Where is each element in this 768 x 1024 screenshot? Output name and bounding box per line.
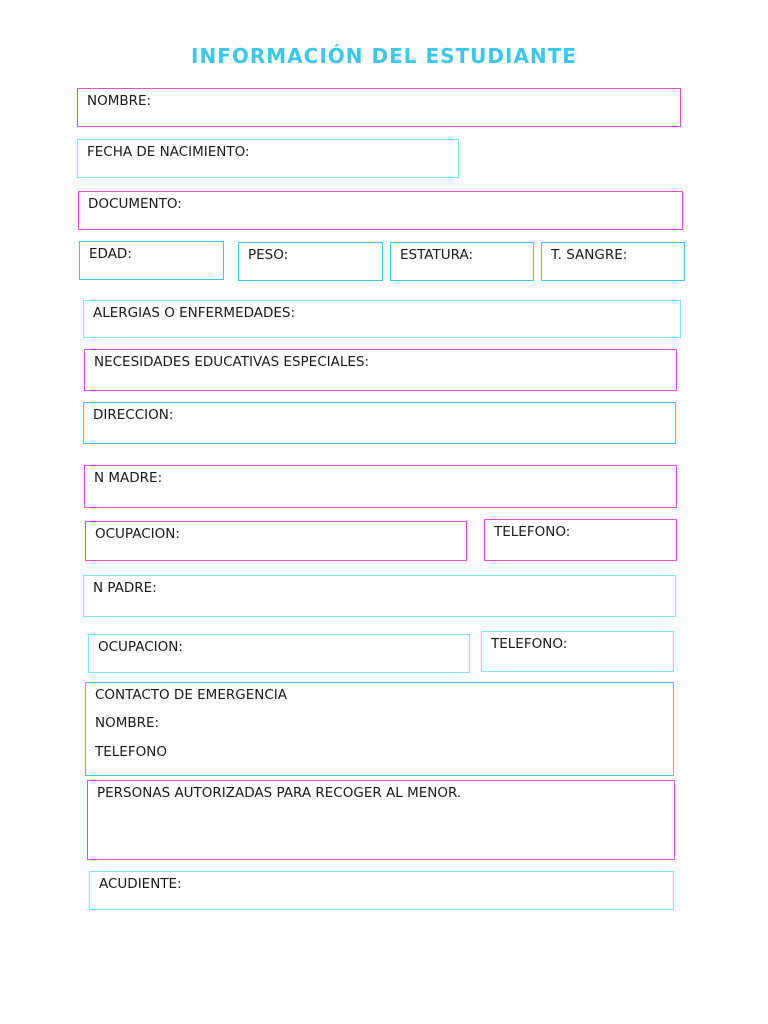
documento-field[interactable] xyxy=(78,191,683,230)
nombre-madre-field[interactable] xyxy=(84,465,677,508)
contacto-emergencia-field[interactable] xyxy=(85,682,674,776)
direccion-label: DIRECCION: xyxy=(93,407,174,423)
personas-autorizadas-label: PERSONAS AUTORIZADAS PARA RECOGER AL MENOR. xyxy=(97,785,462,801)
nombre-label: NOMBRE: xyxy=(87,93,152,109)
ocupacion-padre-field[interactable] xyxy=(88,634,470,673)
telefono-padre-label: TELEFONO: xyxy=(491,636,568,652)
telefono-padre-field[interactable] xyxy=(481,631,674,672)
necesidades-educativas-label: NECESIDADES EDUCATIVAS ESPECIALES: xyxy=(94,354,370,370)
fecha-nacimiento-label: FECHA DE NACIMIENTO: xyxy=(87,144,250,160)
nombre-madre-label: N MADRE: xyxy=(94,470,163,486)
tipo-sangre-field[interactable] xyxy=(541,242,685,281)
edad-label: EDAD: xyxy=(89,246,132,262)
acudiente-label: ACUDIENTE: xyxy=(99,876,182,892)
direccion-field[interactable] xyxy=(83,402,676,444)
fecha-nacimiento-field[interactable] xyxy=(77,139,459,178)
tipo-sangre-label: T. SANGRE: xyxy=(551,247,628,263)
estatura-field[interactable] xyxy=(390,242,534,281)
ocupacion-madre-field[interactable] xyxy=(85,521,467,561)
nombre-field[interactable] xyxy=(77,88,681,127)
alergias-label: ALERGIAS O ENFERMEDADES: xyxy=(93,305,296,321)
ocupacion-padre-label: OCUPACION: xyxy=(98,639,183,655)
alergias-field[interactable] xyxy=(83,300,681,338)
telefono-madre-label: TELEFONO: xyxy=(494,524,571,540)
estatura-label: ESTATURA: xyxy=(400,247,473,263)
personas-autorizadas-field[interactable] xyxy=(87,780,675,860)
telefono-madre-field[interactable] xyxy=(484,519,677,561)
contacto-emergencia-title: CONTACTO DE EMERGENCIA xyxy=(95,687,287,703)
contacto-emergencia-telefono-label: TELEFONO xyxy=(95,744,167,760)
peso-label: PESO: xyxy=(248,247,289,263)
edad-field[interactable] xyxy=(79,241,224,280)
nombre-padre-field[interactable] xyxy=(83,575,676,617)
contacto-emergencia-nombre-label: NOMBRE: xyxy=(95,715,160,731)
peso-field[interactable] xyxy=(238,242,383,281)
acudiente-field[interactable] xyxy=(89,871,674,910)
form-title: INFORMACIÓN DEL ESTUDIANTE xyxy=(191,44,577,68)
documento-label: DOCUMENTO: xyxy=(88,196,182,212)
nombre-padre-label: N PADRE: xyxy=(93,580,157,596)
ocupacion-madre-label: OCUPACION: xyxy=(95,526,180,542)
necesidades-educativas-field[interactable] xyxy=(84,349,677,391)
